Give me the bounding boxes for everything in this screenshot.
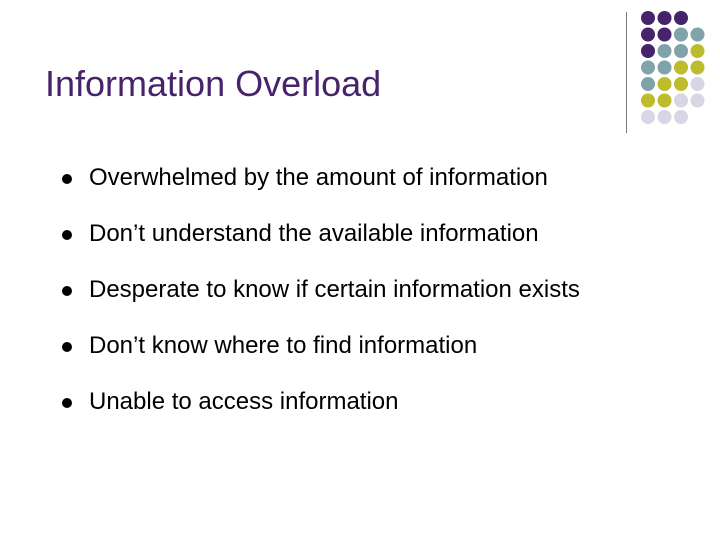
decorative-dot [641, 77, 655, 91]
bullet-text: Unable to access information [89, 388, 399, 415]
decorative-dot [691, 28, 705, 42]
decorative-dot [674, 110, 688, 124]
bullet-icon [62, 398, 72, 408]
decorative-dot [658, 44, 672, 58]
decorative-dot [641, 11, 655, 25]
decorative-divider-line [626, 12, 627, 133]
decorative-dot [674, 61, 688, 75]
decorative-dot [641, 44, 655, 58]
decorative-dot [691, 44, 705, 58]
decorative-dot [674, 77, 688, 91]
slide-title: Information Overload [45, 63, 382, 104]
decorative-dot [674, 94, 688, 108]
bullet-text: Desperate to know if certain information exists [89, 276, 580, 303]
bullet-text: Overwhelmed by the amount of information [89, 164, 548, 191]
bullet-text: Don’t know where to find information [89, 332, 478, 359]
decorative-dot [658, 11, 672, 25]
decorative-dot [691, 61, 705, 75]
decorative-dot [641, 61, 655, 75]
bullet-text: Don’t understand the available information [89, 220, 539, 247]
decorative-dot [674, 44, 688, 58]
decorative-dot [658, 61, 672, 75]
decorative-dot [641, 110, 655, 124]
bullet-icon [62, 286, 72, 296]
decorative-dot [658, 28, 672, 42]
decorative-dot [658, 77, 672, 91]
decorative-dot [691, 77, 705, 91]
decorative-dot [658, 110, 672, 124]
decorative-dot [674, 11, 688, 25]
bullet-icon [62, 342, 72, 352]
bullet-icon [62, 174, 72, 184]
decorative-dot [641, 28, 655, 42]
decorative-dot [674, 28, 688, 42]
decorative-dot [658, 94, 672, 108]
decorative-dot [691, 94, 705, 108]
decorative-dot [641, 94, 655, 108]
bullet-icon [62, 230, 72, 240]
